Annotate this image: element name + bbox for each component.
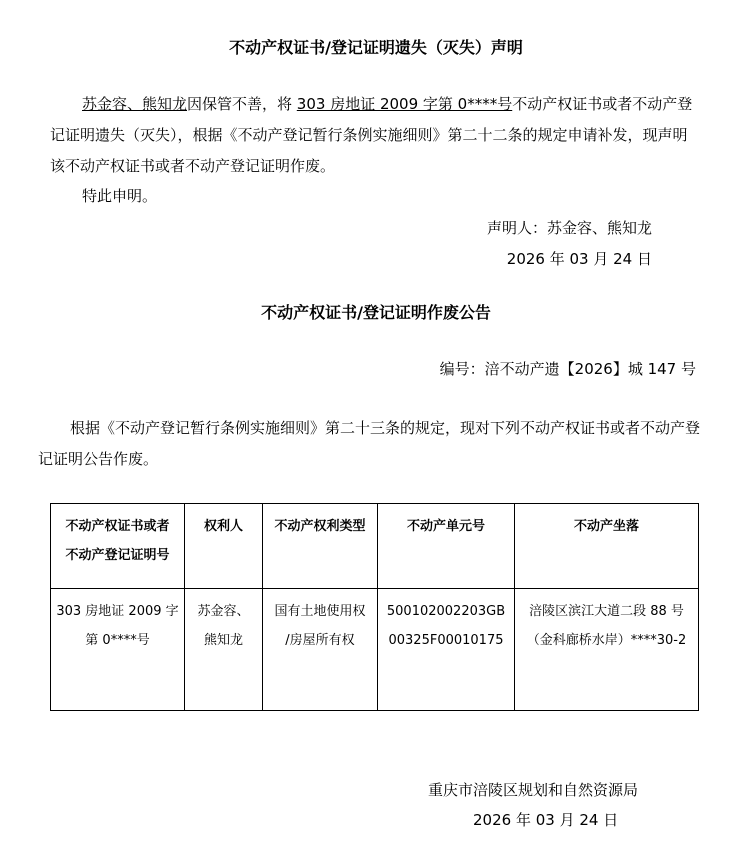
header-owner: 权利人 <box>185 504 263 589</box>
notice-number: 编号：涪不动产遗【2026】城 147 号 <box>439 360 696 378</box>
header-right-type: 不动产权利类型 <box>263 504 378 589</box>
body-text: 不动产权证书或者不动产登记证明遗失（灭失），根据《不动产登记暂行条例实施细则》第二十二条的规定申请补发，现声明该不动产权证书或者不动产登记证明作废。 <box>50 95 693 175</box>
cell-right-type: 国有土地使用权 /房屋所有权 <box>263 589 378 711</box>
cell-unit-no: 500102002203GB 00325F00010175 <box>378 589 515 711</box>
certificate-number: 303 房地证 2009 字第 0****号 <box>296 95 513 113</box>
declaration-title: 不动产权证书/登记证明遗失（灭失）声明 <box>229 38 523 57</box>
header-unit-no: 不动产单元号 <box>378 504 515 589</box>
notice-date: 2026 年 03 月 24 日 <box>473 811 619 829</box>
body-text: 因保管不善，将 <box>187 95 297 113</box>
void-certificate-table <box>50 503 699 711</box>
owners: 苏金容、熊知龙 <box>82 95 188 113</box>
cell-cert-no: 303 房地证 2009 字 第 0****号 <box>51 589 185 711</box>
cell-owner: 苏金容、 熊知龙 <box>185 589 263 711</box>
table-row <box>51 589 699 711</box>
header-cert-no: 不动产权证书或者 不动产登记证明号 <box>51 504 185 589</box>
header-location: 不动产坐落 <box>515 504 699 589</box>
declarant: 声明人：苏金容、熊知龙 <box>486 219 652 237</box>
table-header-row <box>51 504 699 589</box>
notice-body: 根据《不动产登记暂行条例实施细则》第二十三条的规定，现对下列不动产权证书或者不动产登记证明公告作废。 <box>38 419 701 468</box>
cell-location: 涪陵区滨江大道二段 88 号 （金科廊桥水岸）****30-2 <box>515 589 699 711</box>
special-statement: 特此申明。 <box>82 187 158 205</box>
declaration-body <box>50 89 700 182</box>
notice-title: 不动产权证书/登记证明作废公告 <box>261 303 491 322</box>
declaration-date: 2026 年 03 月 24 日 <box>506 250 652 268</box>
issuer: 重庆市涪陵区规划和自然资源局 <box>428 781 639 799</box>
